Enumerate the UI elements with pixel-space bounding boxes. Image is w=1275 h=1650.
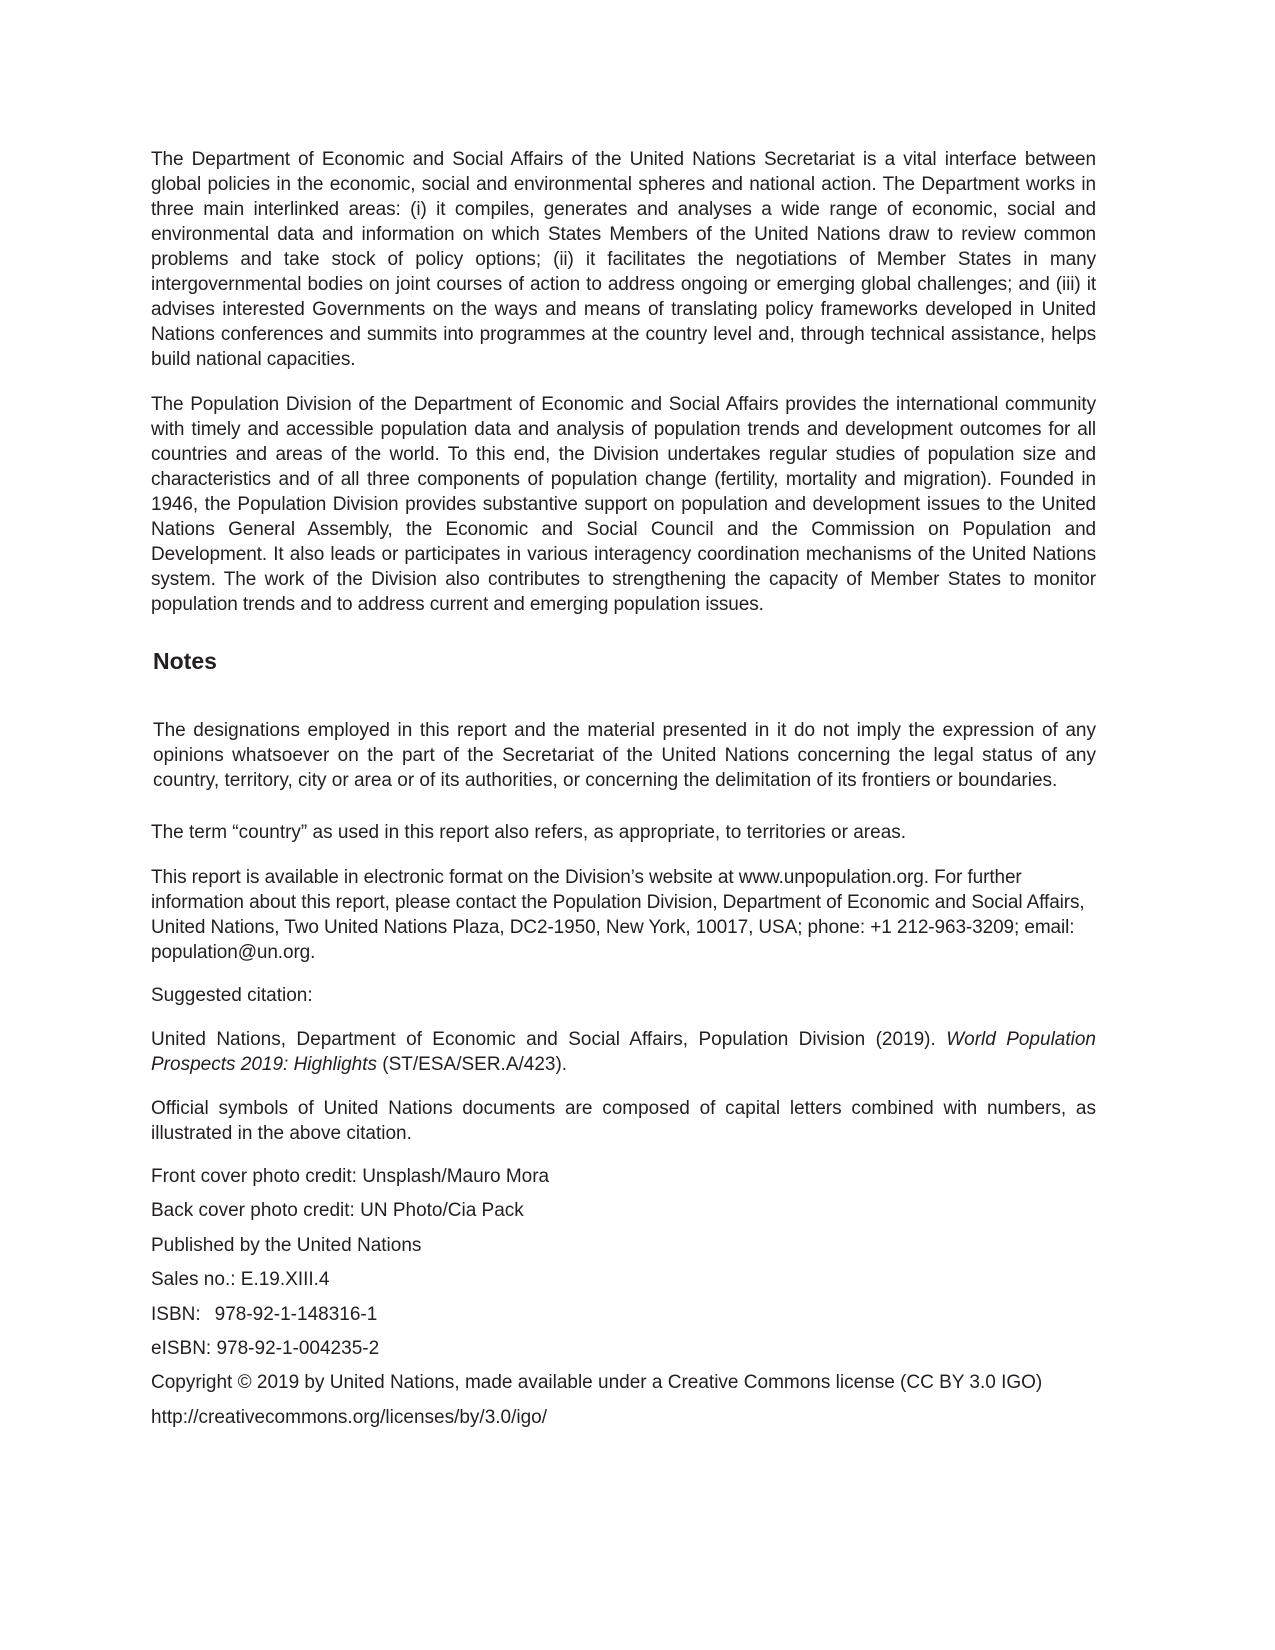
isbn-line [151,1302,377,1327]
availability-note: This report is available in electronic format on the Division’s website at www.unpopulation.org. For further information about this report, please contact the Population Division, Department of Economic and Social Affairs, United Nations, Two United Nations Plaza, DC2-1950, New York, 10017, USA; phone: +1 212-963-3209; email: population@un.org. [151,867,1085,963]
country-term-note: The term “country” as used in this report also refers, as appropriate, to territories or areas. [151,822,907,843]
isbn-label: ISBN: [151,1304,201,1325]
license-url: http://creativecommons.org/licenses/by/3.0/igo/ [151,1407,548,1428]
notes-heading: Notes [153,648,217,674]
designations-disclaimer: The designations employed in this report and the material presented in it do not imply the expression of any opinions whatsoever on the part of the Secretariat of the United Nations concerning the legal status of any country, territory, city or area or of its authorities, or concerning the delimitation of its frontiers or boundaries. [153,720,1096,791]
suggested-citation-label: Suggested citation: [151,985,313,1006]
official-symbols-note: Official symbols of United Nations documents are composed of capital letters combined with numbers, as illustrated in the above citation. [151,1098,1096,1144]
sales-number: Sales no.: E.19.XIII.4 [151,1269,330,1290]
population-division-paragraph: The Population Division of the Department of Economic and Social Affairs provides the international community with timely and accessible population data and analysis of population trends and development outcomes for all countries and areas of the world. To this end, the Division undertakes regular studies of population size and characteristics and of all three components of population change (fertility, mortality and migration). Founded in 1946, the Population Division provides substantive support on population and development issues to the United Nations General Assembly, the Economic and Social Council and the Commission on Population and Development. It also leads or participates in various interagency coordination mechanisms of the United Nations system. The work of the Division also contributes to strengthening the capacity of Member States to monitor population trends and to address current and emerging population issues. [151,394,1096,615]
eisbn-line: eISBN: 978-92-1-004235-2 [151,1338,380,1359]
citation-title: World Population Prospects 2019: Highlights [151,1029,1096,1075]
citation [151,1027,1096,1077]
publisher-line: Published by the United Nations [151,1235,422,1256]
isbn-value: 978-92-1-148316-1 [214,1304,378,1325]
citation-suffix: (ST/ESA/SER.A/423). [382,1054,568,1075]
copyright-line: Copyright © 2019 by United Nations, made available under a Creative Commons license (CC BY 3.0 IGO) [151,1372,1043,1393]
citation-prefix: United Nations, Department of Economic and Social Affairs, Population Division (2019). [151,1029,936,1050]
front-cover-credit: Front cover photo credit: Unsplash/Mauro Mora [151,1166,550,1187]
department-paragraph: The Department of Economic and Social Affairs of the United Nations Secretariat is a vital interface between global policies in the economic, social and environmental spheres and national action. The Department works in three main interlinked areas: (i) it compiles, generates and analyses a wide range of economic, social and environmental data and information on which States Members of the United Nations draw to review common problems and take stock of policy options; (ii) it facilitates the negotiations of Member States in many intergovernmental bodies on joint courses of action to address ongoing or emerging global challenges; and (iii) it advises interested Governments on the ways and means of translating policy frameworks developed in United Nations conferences and summits into programmes at the country level and, through technical assistance, helps build national capacities. [151,149,1096,370]
back-cover-credit: Back cover photo credit: UN Photo/Cia Pack [151,1200,524,1221]
